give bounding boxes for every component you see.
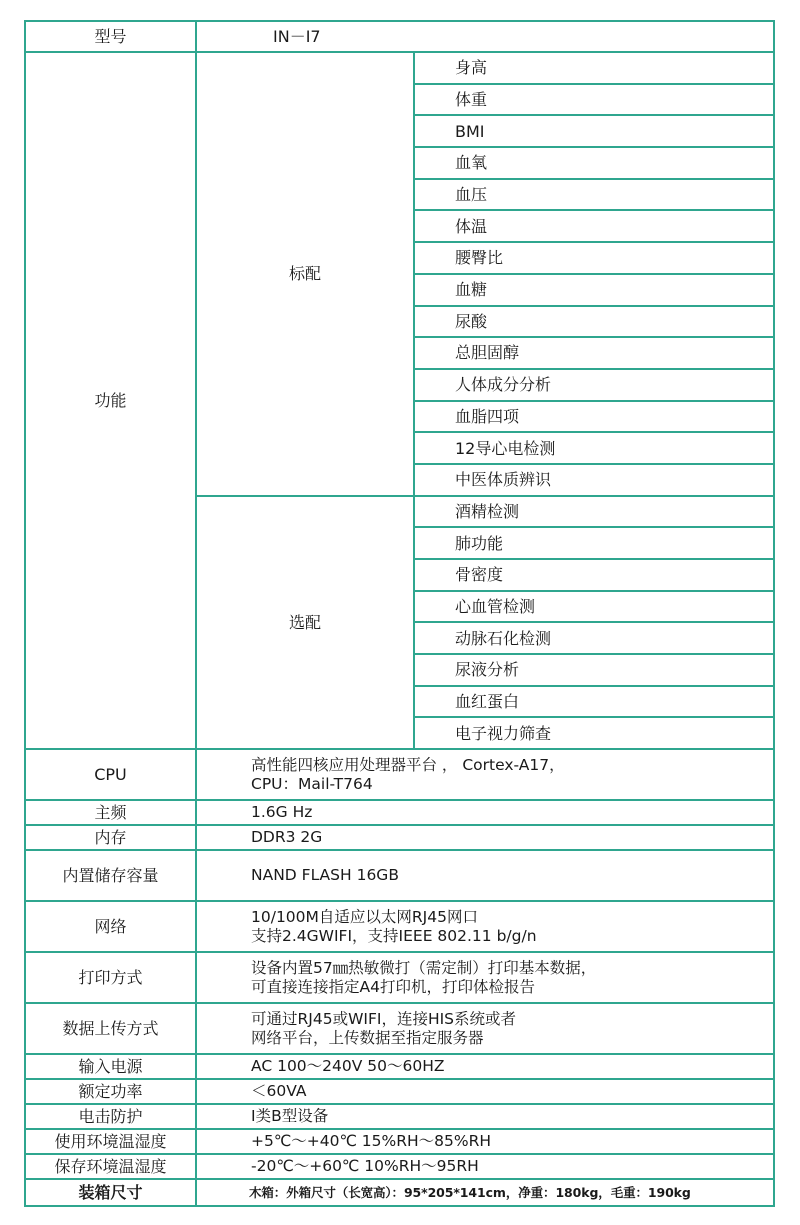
standard-item: 腰臀比 bbox=[414, 242, 774, 274]
spec-value-line: CPU：Mail-T764 bbox=[251, 774, 373, 793]
spec-row bbox=[25, 1079, 774, 1104]
spec-row bbox=[25, 850, 774, 901]
model-label: 型号 bbox=[25, 21, 196, 52]
spec-row bbox=[25, 800, 774, 825]
standard-item: 血压 bbox=[414, 179, 774, 211]
model-row bbox=[25, 21, 774, 52]
spec-row bbox=[25, 952, 774, 1003]
standard-item: 体重 bbox=[414, 84, 774, 116]
spec-label: CPU bbox=[25, 749, 196, 800]
spec-value-line: 设备内置57㎜热敏微打（需定制）打印基本数据， bbox=[251, 959, 597, 978]
spec-value: AC 100～240V 50～60HZ bbox=[196, 1054, 774, 1079]
spec-label: 装箱尺寸 bbox=[25, 1179, 196, 1206]
standard-item: 血氧 bbox=[414, 147, 774, 179]
spec-label: 内置储存容量 bbox=[25, 850, 196, 901]
spec-row bbox=[25, 825, 774, 850]
spec-value: -20℃～+60℃ 10%RH～95RH bbox=[196, 1154, 774, 1179]
optional-item: 血红蛋白 bbox=[414, 686, 774, 718]
optional-label: 选配 bbox=[196, 496, 414, 750]
spec-value bbox=[196, 1003, 774, 1054]
spec-value: 木箱：外箱尺寸（长宽高）：95*205*141cm，净重：180kg，毛重：190kg bbox=[196, 1179, 774, 1206]
spec-label: 使用环境温湿度 bbox=[25, 1129, 196, 1154]
standard-label: 标配 bbox=[196, 52, 414, 496]
standard-item: 总胆固醇 bbox=[414, 337, 774, 369]
spec-label: 主频 bbox=[25, 800, 196, 825]
spec-value: NAND FLASH 16GB bbox=[196, 850, 774, 901]
spec-row bbox=[25, 1104, 774, 1129]
standard-item: 尿酸 bbox=[414, 306, 774, 338]
spec-value-line: 10/100M自适应以太网RJ45网口 bbox=[251, 908, 478, 927]
optional-item: 电子视力筛查 bbox=[414, 717, 774, 749]
spec-value: I类B型设备 bbox=[196, 1104, 774, 1129]
spec-value-line: 支持2.4GWIFI，支持IEEE 802.11 b/g/n bbox=[251, 926, 537, 945]
spec-value-line: 网络平台，上传数据至指定服务器 bbox=[251, 1028, 484, 1047]
spec-row bbox=[25, 1129, 774, 1154]
spec-label: 打印方式 bbox=[25, 952, 196, 1003]
spec-value-line: 高性能四核应用处理器平台 ， Cortex-A17， bbox=[251, 756, 565, 775]
standard-item: 中医体质辨识 bbox=[414, 464, 774, 496]
standard-item: 身高 bbox=[414, 52, 774, 84]
function-label: 功能 bbox=[25, 52, 196, 749]
standard-item: 血脂四项 bbox=[414, 401, 774, 433]
spec-label: 内存 bbox=[25, 825, 196, 850]
optional-item: 动脉石化检测 bbox=[414, 622, 774, 654]
model-value: IN－I7 bbox=[196, 21, 774, 52]
optional-item: 骨密度 bbox=[414, 559, 774, 591]
spec-row-cpu bbox=[25, 749, 774, 800]
spec-value: DDR3 2G bbox=[196, 825, 774, 850]
spec-row bbox=[25, 1179, 774, 1206]
spec-label: 电击防护 bbox=[25, 1104, 196, 1129]
spec-value: 1.6G Hz bbox=[196, 800, 774, 825]
spec-label: 网络 bbox=[25, 901, 196, 952]
standard-item: 12导心电检测 bbox=[414, 432, 774, 464]
spec-value bbox=[196, 952, 774, 1003]
spec-value: ＜60VA bbox=[196, 1079, 774, 1104]
standard-item: BMI bbox=[414, 115, 774, 147]
spec-row bbox=[25, 901, 774, 952]
spec-value-line: 可通过RJ45或WIFI，连接HIS系统或者 bbox=[251, 1010, 517, 1029]
spec-value bbox=[196, 901, 774, 952]
standard-item: 体温 bbox=[414, 210, 774, 242]
standard-item: 血糖 bbox=[414, 274, 774, 306]
standard-item: 人体成分分析 bbox=[414, 369, 774, 401]
spec-value bbox=[196, 749, 774, 800]
spec-label: 数据上传方式 bbox=[25, 1003, 196, 1054]
function-row bbox=[25, 52, 774, 84]
optional-item: 心血管检测 bbox=[414, 591, 774, 623]
optional-item: 肺功能 bbox=[414, 527, 774, 559]
spec-label: 输入电源 bbox=[25, 1054, 196, 1079]
spec-label: 保存环境温湿度 bbox=[25, 1154, 196, 1179]
spec-label: 额定功率 bbox=[25, 1079, 196, 1104]
optional-item: 尿液分析 bbox=[414, 654, 774, 686]
spec-value-line: 可直接连接指定A4打印机，打印体检报告 bbox=[251, 977, 535, 996]
spec-row bbox=[25, 1003, 774, 1054]
optional-item: 酒精检测 bbox=[414, 496, 774, 528]
spec-row bbox=[25, 1154, 774, 1179]
spec-row bbox=[25, 1054, 774, 1079]
spec-table bbox=[24, 20, 775, 1207]
spec-value: +5℃～+40℃ 15%RH～85%RH bbox=[196, 1129, 774, 1154]
